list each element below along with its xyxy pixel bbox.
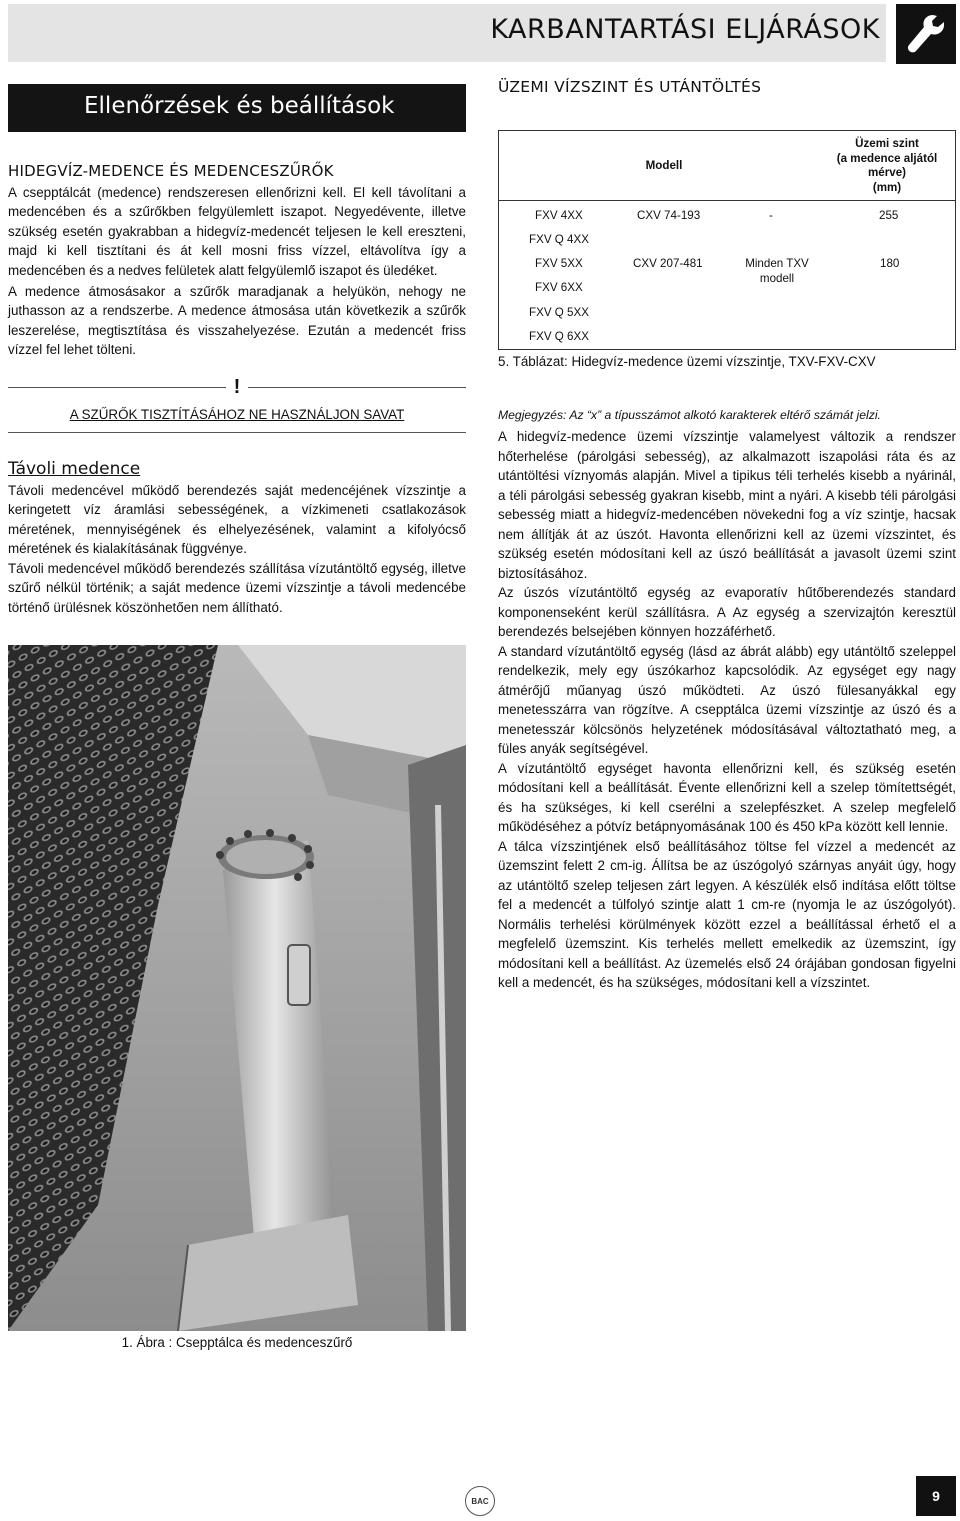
warning-divider-left xyxy=(8,387,226,388)
table-cell: FXV Q 4XX xyxy=(529,233,589,246)
paragraph: A hidegvíz-medence üzemi vízszintje valamelyest változik a rendszer hőterhelése (párolgási sebesség), az alkalmazott iszapolási ráta és az utántöltési víznyomás alapján. Mivel a tipikus téli terhelés kisebb a nyárinál, a téli párolgási sebesség gyakran kisebb, mint a nyári. A kisebb téli párolgási sebesség miatt a hidegvíz-medencében növekedni fog a víz szintje, hacsak nem állítják át az úszót. Havonta ellenőrizni kell az üzemi vízszintet, és szükség esetén módosítani kell az úszó beállítását a javasolt üzemi szint biztosításához. xyxy=(498,429,956,581)
table-cell: FXV 5XX xyxy=(535,257,583,270)
table-cell: FXV 6XX xyxy=(535,281,583,294)
table-cell: Minden TXV modell xyxy=(745,257,809,285)
warning-divider-bottom xyxy=(8,432,466,433)
table-cell: FXV 4XX xyxy=(535,209,583,222)
section-title: Ellenőrzések és beállítások xyxy=(84,93,395,119)
table-cell: 255 xyxy=(879,209,899,222)
table-note: Megjegyzés: Az “x” a típusszámot alkotó karakterek eltérő számát jelzi. xyxy=(498,408,881,422)
heading-water-level: ÜZEMI VÍZSZINT ÉS UTÁNTÖLTÉS xyxy=(498,78,762,96)
table-cell: - xyxy=(769,209,773,222)
heading-basin-strainers: HIDEGVÍZ-MEDENCE ÉS MEDENCESZŰRŐK xyxy=(8,162,334,180)
page-number: 9 xyxy=(916,1476,956,1516)
table-cell: CXV 207-481 xyxy=(633,257,703,270)
table-header-model: Modell xyxy=(645,159,683,172)
bac-logo: BAC xyxy=(465,1486,495,1516)
warning-exclamation-icon: ! xyxy=(233,376,241,398)
paragraph-basin-cleaning: A csepptálcát (medence) rendszeresen ellenőrizni kell. El kell távolítani a medencében és a szűrőkben felgyülemlett iszapot. Negyedévente, illetve szükség esetén gyakrabban a hidegvíz-medencét teljesen le kell ereszteni, majd ki kell tisztítani és át kell mosni friss vízzel, eltávolítva így a medencében és a nedves felületek alatt felgyülemlő iszapot és üledéket. xyxy=(8,185,466,278)
warning-box xyxy=(8,376,466,436)
warning-divider-right xyxy=(248,387,466,388)
paragraph-remote-sump-1: Távoli medencével működő berendezés saját medencéjének vízszintje a keringetett víz áramlási sebességének, a vízkimeneti csatlakozások méretének, mennyiségének és elhelyezésének, valamint a kifolyócső méretének és kialakításának függvénye. xyxy=(8,483,466,557)
table-cell: 180 xyxy=(880,257,900,270)
paragraph-remote-sump-2: Távoli medencével működő berendezés szállítása vízutántöltő egység, illetve szűrő nélkül történik; a saját medence üzemi vízszintje a távoli medencébe történő ürülésnek köszönhetően nem állítható. xyxy=(8,561,466,615)
table-cell: CXV 74-193 xyxy=(637,209,701,222)
table-header-level-line: (mm) xyxy=(872,180,902,194)
table-header-level-line: mérve) xyxy=(867,166,907,179)
section-title-bar xyxy=(8,84,466,132)
paragraph: A vízutántöltő egységet havonta ellenőrizni kell, és szükség esetén módosítani kell a beállítását. Évente ellenőrizni kell a szelep tömítettségét, és ha szükséges, ki kell cserélni a szelepfészket. A szelep megfelelő működéséhez a pótvíz betápnyomásának 100 és 450 kPa között kell lennie. xyxy=(498,760,956,834)
table-header-level-line: Üzemi szint xyxy=(855,137,919,150)
basin-strainer-photo xyxy=(8,645,466,1331)
table-caption: 5. Táblázat: Hidegvíz-medence üzemi vízszintje, TXV-FXV-CXV xyxy=(498,354,876,369)
table-cell: FXV Q 5XX xyxy=(529,306,589,319)
water-level-body xyxy=(498,427,956,993)
figure-caption: 1. Ábra : Csepptálca és medenceszűrő xyxy=(121,1335,353,1350)
paragraph: Az úszós vízutántöltő egység az evaporatív hűtőberendezés standard komponenseként kerül szállításra. A Az egység a szervizajtón keresztül berendezés belsejében könnyen hozzáférhető. xyxy=(498,585,956,639)
table-header-level xyxy=(819,137,955,195)
paragraph: A tálca vízszintjének első beállításához töltse fel vízzel a medencét az üzemszint felett 2 cm-ig. Állítsa be az úszógolyó szárnyas anyáit úgy, hogy az utántöltő szelep teljesen zárt legyen. A készülék első indítása előtt töltse fel a medencét a túlfolyó szintje alatt 1 cm-re (nyomja le az úszógolyót). Normális terhelési körülmények között ezzel a beállítással érhető el a megfelelő üzemszint. Kis terhelés mellett emelkedik az üzemszint, így módosítani kell a beállítást. Az üzemelés első 24 órájában gondosan figyelni kell a medencét, és ha szükséges, módosítani kell a vízszintet. xyxy=(498,838,956,990)
wrench-icon xyxy=(896,4,956,64)
subheading-remote-sump: Távoli medence xyxy=(8,459,141,479)
table-cell: FXV Q 6XX xyxy=(529,330,589,343)
paragraph: A standard vízutántöltő egység (lásd az ábrát alább) egy utántöltő szeleppel rendelkezik, mely egy úszókarhoz kapcsolódik. Az egységet egy nagy átmérőjű műanyag úszó működteti. Az úszó fülesanyákkal egy menetesszárra van rögzítve. A csepptálca üzemi vízszintje az úszó és a menetesszár kölcsönös helyzetének módosításával változtatható meg, a füles anyák segítségével. xyxy=(498,643,956,756)
paragraph-strainers: A medence átmosásakor a szűrők maradjanak a helyükön, nehogy ne juthasson az a rendszerbe. A medence átmosása után következik a szűrők leszerelése, megtisztítása és visszahelyezése. Ezután a medencét friss vízzel fel lehet tölteni. xyxy=(8,284,466,358)
operating-level-table xyxy=(498,130,956,350)
page-header-title: KARBANTARTÁSI ELJÁRÁSOK xyxy=(490,14,880,45)
table-header-row xyxy=(499,131,955,201)
table-header-level-line: (a medence aljától xyxy=(836,151,938,165)
warning-text: A SZŰRŐK TISZTÍTÁSÁHOZ NE HASZNÁLJON SAVAT xyxy=(69,407,405,422)
